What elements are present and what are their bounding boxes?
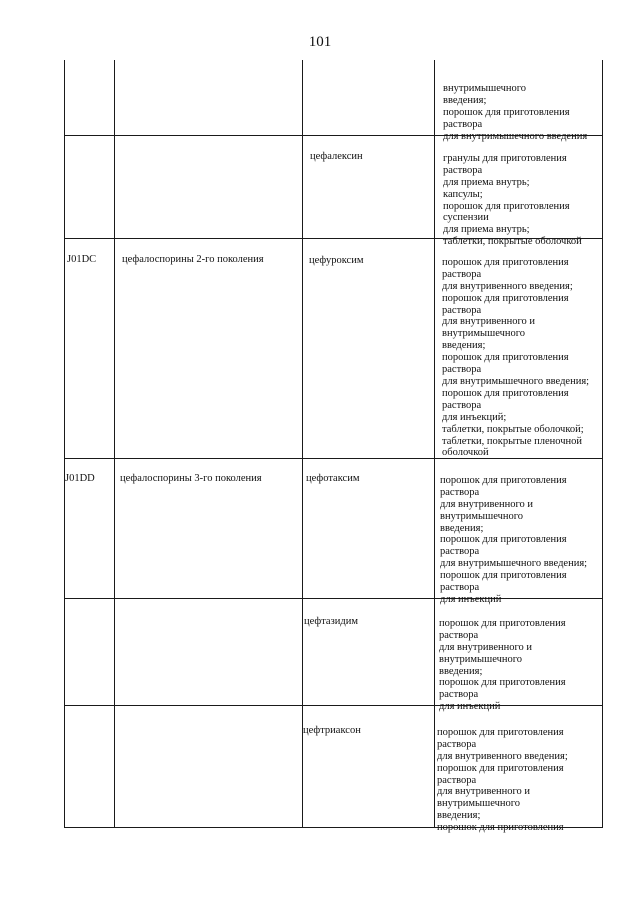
drug-group-cell — [120, 461, 262, 485]
atc-code: J01DD — [65, 472, 95, 484]
atc-code-cell — [67, 242, 96, 266]
dosage-forms: порошок для приготовления раствора для внутривенного и внутримышечного введения; порошок для приготовления раствора для инъекций — [439, 617, 566, 713]
dosage-forms: внутримышечного введения; порошок для приготовления раствора для внутримышечного введения — [443, 82, 588, 142]
dosage-forms: порошок для приготовления раствора для внутривенного введения; порошок для приготовления раствора для внутривенного и внутримышечного введения; порошок для приготовления — [437, 726, 568, 834]
page-number: 101 — [308, 34, 332, 50]
dosage-forms: порошок для приготовления раствора для внутривенного и внутримышечного введения; порошок для приготовления раствора для внутримышечного введения; порошок для приготовления раствора для инъекций — [440, 474, 588, 605]
drug-name-cell — [309, 243, 363, 267]
dosage-forms-cell — [439, 606, 599, 713]
column-divider-3 — [434, 60, 435, 828]
atc-code-cell — [65, 461, 95, 485]
drug-name: цефтриаксон — [303, 724, 361, 736]
dosage-forms-cell — [440, 463, 600, 606]
dosage-forms: гранулы для приготовления раствора для приема внутрь; капсулы; порошок для приготовления суспензии для приема внутрь; таблетки, покрытые оболочкой — [443, 152, 582, 248]
drug-name-cell — [310, 139, 363, 163]
drug-name: цефуроксим — [309, 254, 364, 266]
column-divider-1 — [114, 60, 115, 828]
dosage-forms-cell — [443, 141, 603, 248]
drug-group-cell — [122, 242, 264, 266]
atc-code: J01DC — [67, 253, 97, 265]
dosage-forms-cell — [442, 245, 602, 459]
drug-name-cell — [306, 461, 359, 485]
dosage-forms: порошок для приготовления раствора для внутривенного введения; порошок для приготовления раствора для внутривенного и внутримышечного введения; порошок для приготовления раствора для внутримышечного введения; порошок для приготовления раствора для инъекций; таблетки, покрытые оболочкой; таблетки, покрытые пленочной оболочкой — [442, 256, 590, 459]
drug-name: цефтазидим — [304, 615, 358, 627]
drug-group: цефалоспорины 2-го поколения — [122, 253, 264, 265]
drug-name: цефотаксим — [306, 472, 360, 484]
drug-name-cell — [304, 604, 358, 628]
drug-name-cell — [303, 713, 361, 737]
table-border-left — [64, 60, 65, 828]
dosage-forms-cell — [437, 715, 597, 834]
drug-name: цефалексин — [310, 150, 363, 162]
table-row — [443, 71, 603, 142]
drug-group: цефалоспорины 3-го поколения — [120, 472, 262, 484]
